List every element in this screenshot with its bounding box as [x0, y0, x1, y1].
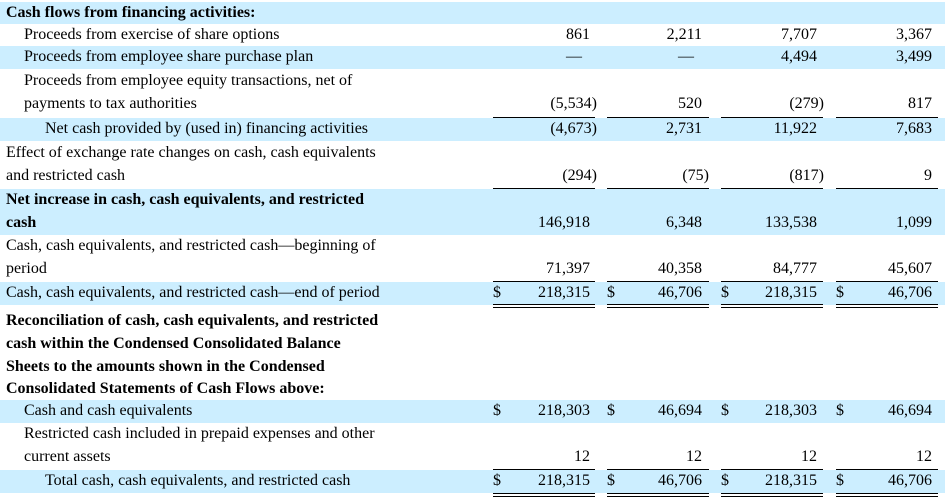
cell-value: 71,397 [546, 260, 590, 277]
section-heading-line: cash within the Condensed Consolidated Balance [6, 335, 341, 352]
row-label: Restricted cash included in prepaid expenses and other [24, 425, 375, 442]
table-row [0, 189, 945, 235]
cell-value: 46,706 [658, 284, 702, 301]
cell-value: 7,707 [781, 26, 817, 43]
cell-value: 40,358 [658, 260, 702, 277]
double-underline [836, 493, 938, 497]
section-heading-line: Reconciliation of cash, cash equivalents, and restricted [6, 312, 379, 329]
cell-value: 6,348 [666, 214, 702, 231]
table-row [0, 423, 945, 469]
table-row [0, 69, 945, 117]
table-row [0, 282, 945, 305]
currency-sign: $ [836, 284, 844, 301]
currency-sign: $ [721, 284, 729, 301]
cell-value: (817) [789, 167, 824, 184]
cell-value: 11,922 [773, 120, 817, 137]
cell-value: 218,315 [765, 284, 817, 301]
row-label: Net increase in cash, cash equivalents, and restricted [6, 191, 365, 208]
row-label-continued: current assets [24, 448, 111, 465]
cell-value: — [678, 48, 694, 65]
row-label: Cash, cash equivalents, and restricted cash—beginning of [6, 237, 376, 254]
cell-value: 218,315 [538, 284, 590, 301]
cell-value: 861 [566, 26, 590, 43]
cell-value: 45,607 [888, 260, 932, 277]
cell-value: 12 [801, 448, 817, 465]
section-heading-line: Sheets to the amounts shown in the Condensed [6, 358, 325, 375]
cell-value: 218,315 [538, 472, 590, 489]
section-heading: Cash flows from financing activities: [6, 4, 256, 21]
cell-value: 46,694 [658, 402, 702, 419]
cell-value: 3,499 [896, 48, 932, 65]
cell-value: 146,918 [538, 214, 590, 231]
cell-value: (279) [789, 95, 824, 112]
double-underline [721, 493, 823, 497]
double-underline [493, 493, 595, 497]
currency-sign: $ [607, 402, 615, 419]
currency-sign: $ [721, 472, 729, 489]
currency-sign: $ [836, 472, 844, 489]
cell-value: 817 [908, 95, 932, 112]
double-underline [607, 493, 709, 497]
cell-value: 84,777 [773, 260, 817, 277]
reconciliation-heading [0, 309, 945, 400]
row-label: Proceeds from employee equity transactions, net of [24, 72, 353, 89]
table-row [0, 118, 945, 141]
double-underline [493, 304, 595, 308]
table-row [0, 141, 945, 188]
row-label: Cash, cash equivalents, and restricted cash—end of period [6, 284, 380, 301]
row-label: Total cash, cash equivalents, and restricted cash [45, 472, 351, 489]
cell-value: 46,706 [658, 472, 702, 489]
table-row [0, 24, 945, 46]
table-row [0, 470, 945, 493]
table-row [0, 46, 945, 69]
cell-value: 2,731 [666, 120, 702, 137]
cell-value: 218,315 [765, 472, 817, 489]
currency-sign: $ [836, 402, 844, 419]
cell-value: 46,706 [888, 472, 932, 489]
row-label-continued: period [6, 260, 47, 277]
currency-sign: $ [607, 472, 615, 489]
cell-value: (5,534) [550, 95, 597, 112]
table-row [0, 400, 945, 423]
row-label: Proceeds from exercise of share options [24, 26, 280, 43]
section-heading-line: Consolidated Statements of Cash Flows above: [6, 380, 325, 397]
row-label-continued: cash [6, 214, 37, 231]
table-row [0, 235, 945, 282]
cell-value: 9 [924, 167, 932, 184]
cell-value: 133,538 [765, 214, 817, 231]
cell-value: 46,706 [888, 284, 932, 301]
currency-sign: $ [493, 402, 501, 419]
currency-sign: $ [721, 402, 729, 419]
cell-value: 520 [678, 95, 702, 112]
cell-value: (4,673) [550, 120, 597, 137]
cell-value: 3,367 [896, 26, 932, 43]
currency-sign: $ [493, 472, 501, 489]
cell-value: 12 [686, 448, 702, 465]
row-label: Net cash provided by (used in) financing activities [45, 120, 369, 137]
cell-value: 46,694 [888, 402, 932, 419]
row-label-continued: payments to tax authorities [24, 95, 197, 112]
cell-value: 7,683 [896, 120, 932, 137]
row-label: Cash and cash equivalents [24, 402, 193, 419]
financing-header-row [0, 2, 945, 24]
cell-value: 12 [574, 448, 590, 465]
row-label-continued: and restricted cash [6, 167, 126, 184]
cell-value: 218,303 [765, 402, 817, 419]
cell-value: — [566, 48, 582, 65]
row-label: Proceeds from employee share purchase plan [24, 48, 314, 65]
cell-value: 2,211 [666, 26, 702, 43]
cell-value: 1,099 [896, 214, 932, 231]
currency-sign: $ [493, 284, 501, 301]
currency-sign: $ [607, 284, 615, 301]
double-underline [836, 304, 938, 308]
cell-value: 4,494 [781, 48, 817, 65]
cell-value: 218,303 [538, 402, 590, 419]
cell-value: (294) [562, 167, 597, 184]
double-underline [721, 304, 823, 308]
cell-value: 12 [916, 448, 932, 465]
double-underline [607, 304, 709, 308]
cell-value: (75) [682, 167, 709, 184]
row-label: Effect of exchange rate changes on cash, cash equivalents [6, 144, 376, 161]
